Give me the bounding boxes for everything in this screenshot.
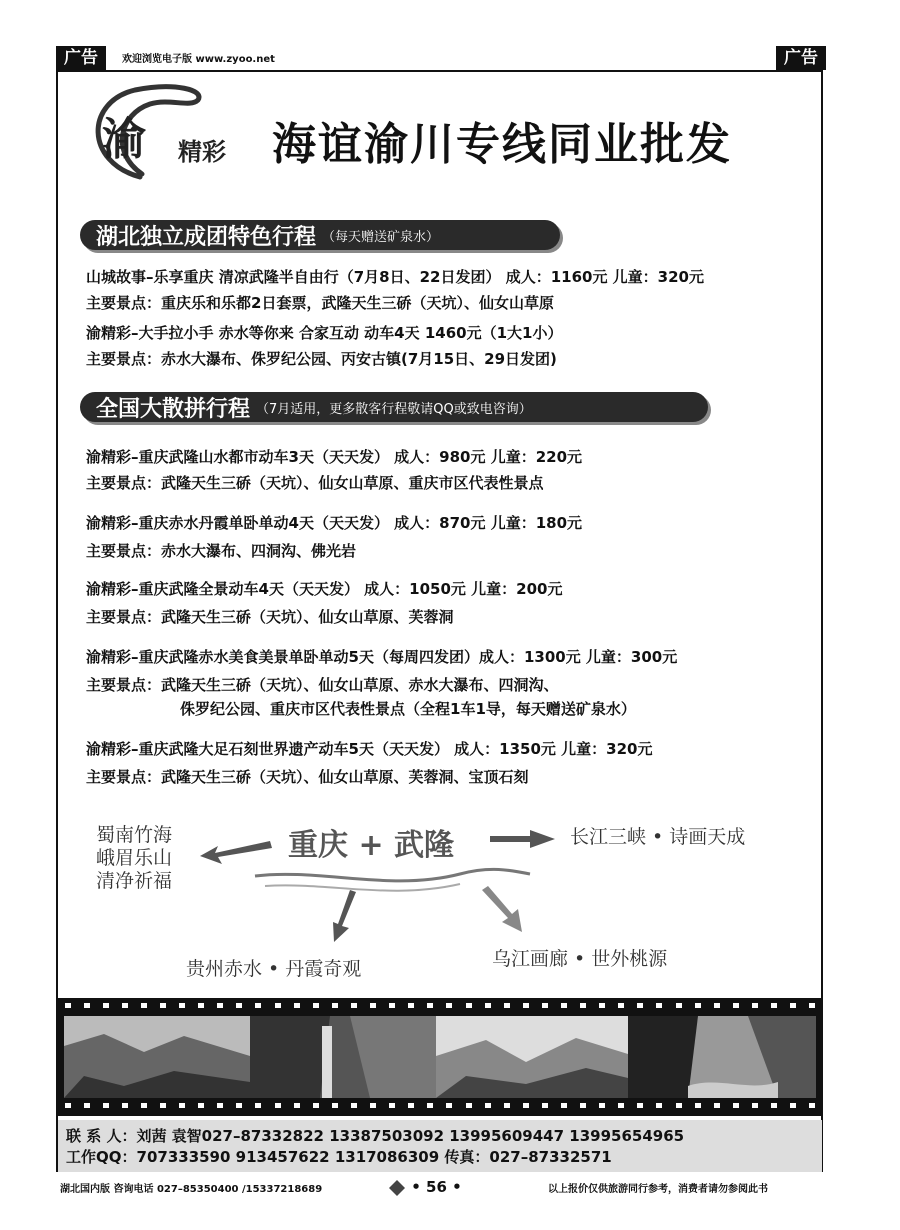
photo-gorge: [64, 1016, 250, 1098]
route-spots: 主要景点：武隆天生三硚（天坑）、仙女山草原、芙蓉洞、宝顶石刻: [86, 768, 529, 786]
ad-tag-left: 广告: [56, 46, 106, 70]
diagram-bottom-left: 贵州赤水 • 丹霞奇观: [186, 958, 362, 980]
contact-line: 联 系 人：刘茜 袁智027–87332822 13387503092 13995609447 13995654965: [66, 1127, 685, 1145]
route-title: 渝精彩–重庆武隆全景动车4天（天天发） 成人：1050元 儿童：200元: [86, 580, 563, 598]
route-spots: 主要景点：武隆天生三硚（天坑）、仙女山草原、重庆市区代表性景点: [86, 474, 544, 492]
diagram-left-line: 清净祈福: [96, 870, 173, 892]
arrow-left: [200, 841, 272, 864]
wave-decoration: [255, 869, 530, 880]
route-spots: 主要景点：赤水大瀑布、四洞沟、佛光岩: [86, 542, 357, 560]
page-number-text: • 56 •: [411, 1178, 462, 1196]
route-title: 渝精彩–重庆武隆山水都市动车3天（天天发） 成人：980元 儿童：220元: [86, 448, 583, 466]
photo-waterfall: [250, 1016, 436, 1098]
page-number: [388, 1178, 462, 1197]
arrow-right: [490, 830, 555, 848]
route-title: 山城故事–乐享重庆 清凉武隆半自由行（7月8日、22日发团） 成人：1160元 儿童：320元: [86, 268, 704, 286]
header-url: 欢迎浏览电子版 www.zyoo.net: [122, 54, 275, 65]
section-note: （每天赠送矿泉水）: [322, 229, 440, 245]
route-spots-continued: 侏罗纪公园、重庆市区代表性景点（全程1车1导，每天赠送矿泉水）: [180, 700, 636, 718]
footer-right: 以上报价仅供旅游同行参考，消费者请勿参阅此书: [548, 1184, 768, 1195]
page-title: 海谊渝川专线同业批发: [272, 119, 732, 170]
route-title: 渝精彩–重庆武隆赤水美食美景单卧单动5天（每周四发团）成人：1300元 儿童：300元: [86, 648, 678, 666]
logo-char: 渝: [102, 114, 146, 165]
route-spots: 主要景点：武隆天生三硚（天坑）、仙女山草原、芙蓉洞: [86, 608, 454, 626]
contact-line: 工作QQ：707333590 913457622 1317086309 传真：027–87332571: [66, 1148, 612, 1166]
arrow-down-left: [333, 890, 356, 942]
route-spots: 主要景点：赤水大瀑布、侏罗纪公园、丙安古镇(7月15日、29日发团): [86, 350, 557, 368]
section-note: （7月适用，更多散客行程敬请QQ或致电咨询）: [256, 401, 532, 417]
section-title: 湖北独立成团特色行程: [96, 224, 317, 250]
film-holes-top: [58, 1003, 822, 1011]
logo-text: 精彩: [178, 138, 226, 166]
section-title: 全国大散拼行程: [96, 396, 251, 422]
diagram-right: 长江三峡 • 诗画天成: [570, 826, 746, 848]
wave-decoration: [265, 884, 460, 891]
route-title: 渝精彩–大手拉小手 赤水等你来 合家互动 动车4天 1460元（1大1小）: [86, 324, 563, 342]
destination-diagram: [60, 808, 820, 988]
section-bar-hubei: [80, 220, 560, 250]
ad-tag-right: 广告: [776, 46, 826, 70]
page-badge-icon: [388, 1179, 406, 1197]
photo-river-canyon: [628, 1016, 816, 1098]
diagram-left-line: 峨眉乐山: [96, 847, 173, 869]
route-title: 渝精彩–重庆赤水丹霞单卧单动4天（天天发） 成人：870元 儿童：180元: [86, 514, 583, 532]
brand-logo: [80, 82, 270, 182]
arrow-down-right: [482, 886, 522, 932]
footer-left: 湖北国内版 咨询电话 027–85350400 /15337218689: [60, 1184, 323, 1195]
diagram-left-line: 蜀南竹海: [96, 824, 173, 846]
route-title: 渝精彩–重庆武隆大足石刻世界遗产动车5天（天天发） 成人：1350元 儿童：320元: [86, 740, 653, 758]
contact-box: [58, 1120, 822, 1172]
diagram-bottom-right: 乌江画廊 • 世外桃源: [492, 948, 668, 970]
section-bar-national: [80, 392, 708, 422]
diagram-center: 重庆 + 武隆: [288, 828, 455, 863]
photo-misty-mountains: [436, 1016, 628, 1098]
route-spots: 主要景点：重庆乐和乐都2日套票，武隆天生三硚（天坑）、仙女山草原: [86, 294, 554, 312]
film-holes-bottom: [58, 1103, 822, 1111]
route-spots: 主要景点：武隆天生三硚（天坑）、仙女山草原、赤水大瀑布、四洞沟、: [86, 676, 559, 694]
photo-film-strip: [58, 998, 822, 1116]
